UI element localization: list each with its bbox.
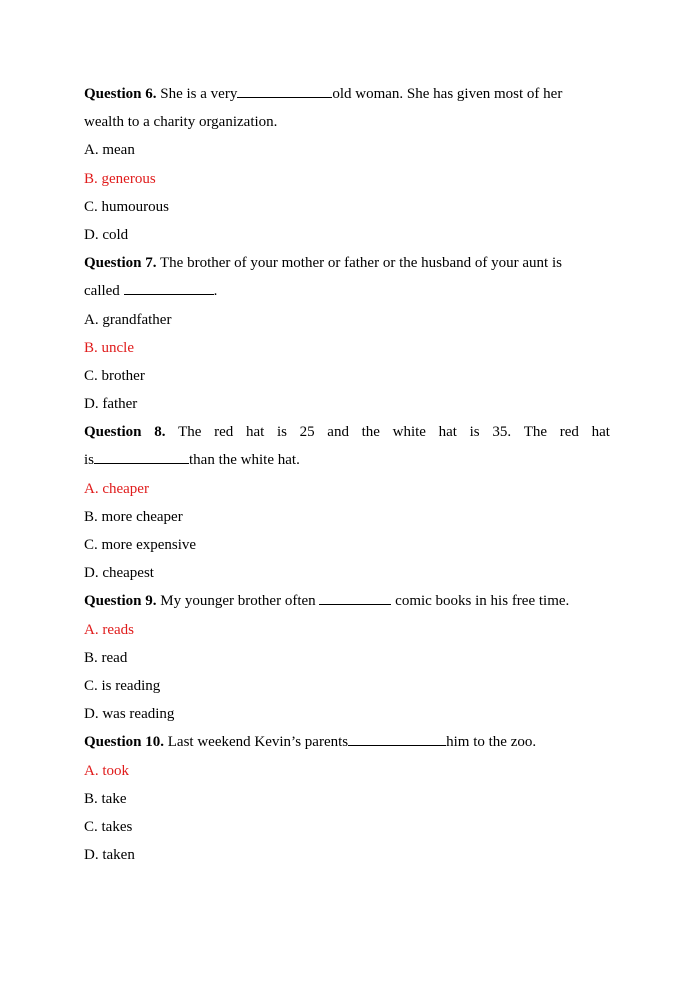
q6-stem-line2: wealth to a charity organization. [84,114,278,131]
q9-stem-part2: comic books in his free time. [395,593,570,610]
q7-stem-period: . [213,283,218,300]
q8-stem-part3: than the white hat. [189,452,300,469]
q8-word: is [469,424,480,441]
q6-option-c: C. humourous [84,198,170,215]
q8-word: and [327,424,349,441]
q8-word: The [178,424,202,441]
q10-blank [348,731,446,746]
q7-option-d: D. father [84,396,138,413]
q8-word: 35. [492,424,512,441]
q9-option-a-correct: A. reads [84,621,134,638]
q8-word: red [559,424,579,441]
q8-word: hat [245,424,265,441]
q7-label: Question 7. [84,255,157,272]
q6-stem-part2: old woman. She has given most of her [332,86,563,102]
q6-option-b-correct: B. generous [84,170,156,187]
q6-option-d: D. cold [84,226,129,243]
q6-stem-line1 [84,80,610,108]
q8-word: hat [591,424,610,441]
q8-stem-line2 [84,446,610,474]
q8-stem-line1 [84,418,610,446]
q6-stem-part1: She is a very [160,86,238,102]
q8-label-number: 8. [154,424,166,441]
q8-word: red [214,424,234,441]
q8-option-b: B. more cheaper [84,508,183,525]
q8-stem-part2: is [84,452,95,469]
q6-option-a: A. mean [84,142,135,159]
q8-word: The [523,424,548,441]
q8-option-d: D. cheapest [84,565,154,582]
q8-option-a-correct: A. cheaper [84,480,149,497]
q10-option-a-correct: A. took [84,762,129,779]
q9-label: Question 9. [84,593,157,610]
q9-option-b: B. read [84,649,128,666]
q9-stem [84,587,610,615]
q7-stem-line2 [84,277,610,305]
q7-option-b-correct: B. uncle [84,339,134,356]
q8-word: white [392,424,426,441]
q7-stem-line1 [84,249,610,277]
q7-option-a: A. grandfather [84,311,172,328]
q9-option-d: D. was reading [84,706,175,723]
q9-blank [319,590,391,605]
q8-word: 25 [299,424,315,441]
q10-stem [84,728,610,756]
q10-option-c: C. takes [84,818,133,835]
q9-option-c: C. is reading [84,677,161,694]
q8-label-word: Question [84,424,142,441]
q8-word: is [276,424,287,441]
q8-option-c: C. more expensive [84,537,197,553]
q8-word: hat [438,424,457,441]
q8-word: the [361,424,380,441]
q6-blank [237,83,332,98]
q10-option-b: B. take [84,790,127,807]
q10-label: Question 10. [84,734,165,751]
q8-blank [94,449,189,464]
q10-stem-part2: him to the zoo. [446,734,537,751]
q7-stem-part2: called [84,283,120,300]
worksheet [84,80,610,869]
q7-stem-part1: The brother of your mother or father or the husband of your aunt is [160,255,562,272]
q7-blank [124,280,214,295]
q6-label: Question 6. [84,86,157,102]
q7-option-c: C. brother [84,367,145,384]
q10-stem-part1: Last weekend Kevin’s parents [167,734,349,751]
q9-stem-part1: My younger brother often [160,593,316,610]
q10-option-d: D. taken [84,847,135,864]
